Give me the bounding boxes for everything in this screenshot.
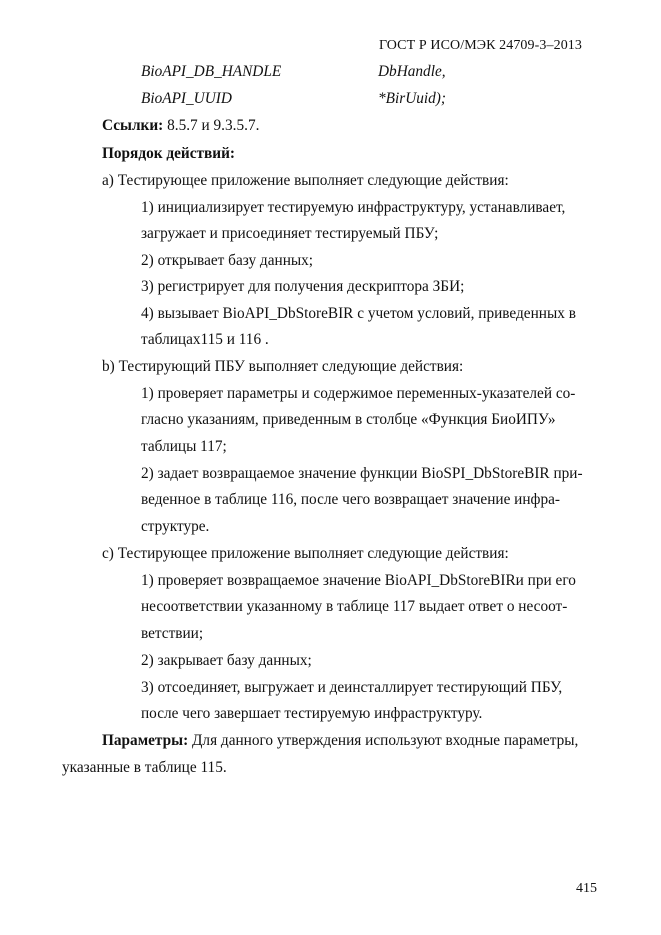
step-b-item2-line2: веденное в таблице 116, после чего возвращает значение инфра- [141, 491, 560, 508]
code-type: BioAPI_UUID [141, 90, 232, 107]
document-header: ГОСТ Р ИСО/МЭК 24709-3–2013 [378, 38, 582, 53]
step-b-item1-line2: гласно указаниям, приведенным в столбце «Функция БиоИПУ» [141, 411, 556, 428]
references-label: Ссылки: [102, 117, 164, 134]
step-c-item2: 2) закрывает базу данных; [141, 652, 312, 669]
step-a-item2: 2) открывает базу данных; [141, 252, 314, 269]
step-b-item2-line1: 2) задает возвращаемое значение функции BioSPI_DbStoreBIR при- [141, 465, 583, 482]
step-c-item3-line1: 3) отсоединяет, выгружает и деинсталлирует тестирующий ПБУ, [141, 679, 563, 696]
step-a-item1-line1: 1) инициализирует тестируемую инфраструктуру, устанавливает, [141, 199, 566, 216]
step-c-item1-line2: несоответствии указанному в таблице 117 выдает ответ о несоот- [141, 598, 568, 615]
parameters-line2: указанные в таблице 115. [62, 759, 227, 776]
procedure-heading [102, 145, 235, 163]
step-a-item4-line2: таблицах115 и 116 . [141, 331, 269, 348]
code-line-2 [141, 90, 446, 108]
step-a-item3: 3) регистрирует для получения дескриптора ЗБИ; [141, 278, 465, 295]
parameters-text: Для данного утверждения используют входные параметры, [188, 732, 579, 749]
parameters-line1 [102, 732, 598, 754]
code-line-1 [141, 63, 446, 81]
step-a-intro: а) Тестирующее приложение выполняет следующие действия: [102, 172, 509, 189]
step-a-item4-line1: 4) вызывает BioAPI_DbStoreBIR с учетом условий, приведенных в [141, 305, 576, 322]
page-number: 415 [576, 881, 597, 896]
step-b-item1-line1: 1) проверяет параметры и содержимое переменных-указателей со- [141, 385, 576, 402]
step-c-item3-line2: после чего завершает тестируемую инфраструктуру. [141, 705, 483, 722]
parameters-label: Параметры: [102, 732, 189, 749]
code-param: DbHandle, [378, 63, 446, 80]
references [102, 117, 259, 135]
step-c-intro: с) Тестирующее приложение выполняет следующие действия: [102, 545, 509, 562]
step-c-item1-line3: ветствии; [141, 625, 204, 642]
code-param: *BirUuid); [378, 90, 446, 107]
step-c-item1-line1: 1) проверяет возвращаемое значение BioAPI_DbStoreBIRи при его [141, 572, 576, 589]
references-text: 8.5.7 и 9.3.5.7. [163, 117, 260, 134]
procedure-label: Порядок действий: [102, 145, 235, 162]
step-b-intro: b) Тестирующий ПБУ выполняет следующие действия: [102, 358, 464, 375]
step-b-item2-line3: структуре. [141, 518, 210, 535]
code-type: BioAPI_DB_HANDLE [141, 63, 282, 80]
step-a-item1-line2: загружает и присоединяет тестируемый ПБУ; [141, 225, 439, 242]
step-b-item1-line3: таблицы 117; [141, 438, 227, 455]
